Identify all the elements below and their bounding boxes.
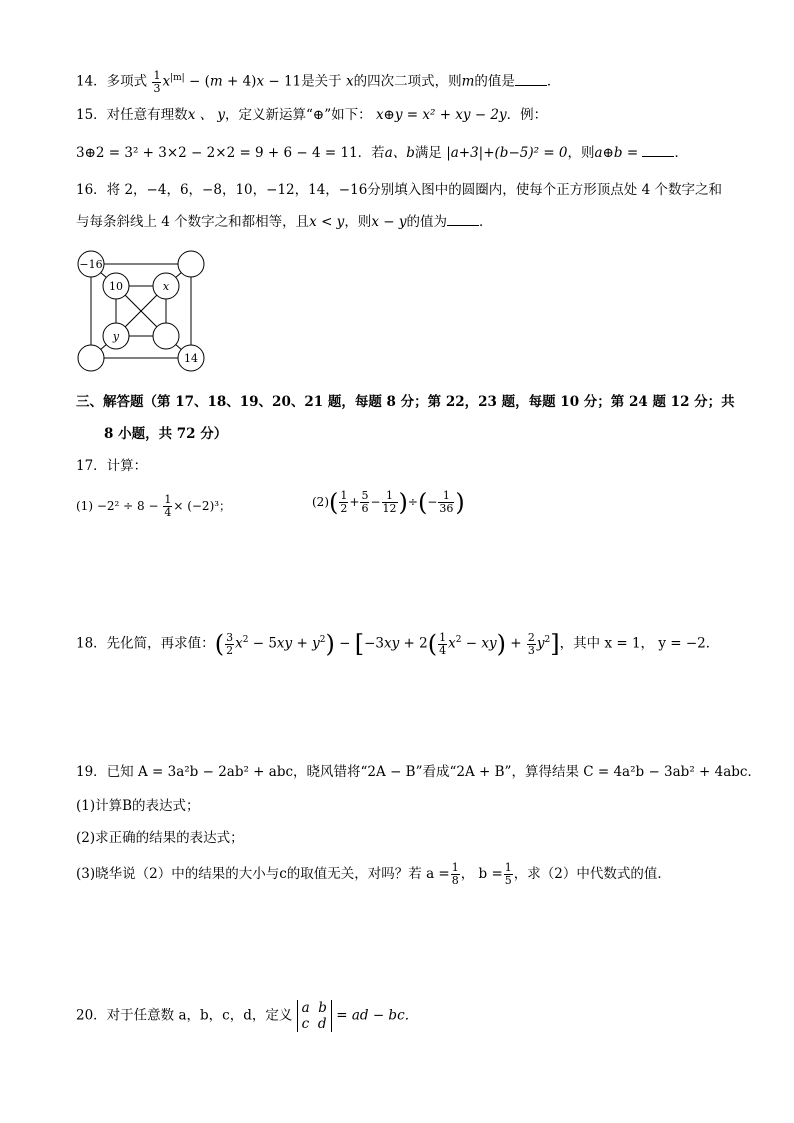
q19-part1: (1)计算B的表达式； (76, 798, 200, 814)
q18-line: 18．先化简，再求值：( $\frac{3}{2}$ $x^2 - 5xy + y^2) - [-3xy + 2$( $\frac{1}{4}$ $x^2 - xy$) + $\frac{2}{3}$ $y^2$]，其中 x = 1， y = −2． (76, 630, 720, 658)
q15-line2: 3⊕2 = 3² + 3×2 − 2×2 = 9 + 6 − 4 = 11．若a、b满足 |a+3|+(b−5)² = 0，则a⊕b = ． (76, 145, 688, 161)
label-inner-bl: y (112, 330, 120, 343)
square-circle-figure (74, 248, 208, 374)
answer-blank[interactable] (642, 144, 674, 157)
section3-title: 三、解答题（第 17、18、19、20、21 题，每题 8 分；第 22，23 题，每题 10 分；第 24 题 12 分；共 (76, 394, 735, 410)
q16-line1: 16．将 2，−4，6，−8，10，−12，14，−16分别填入图中的圆圈内，使每个正方形顶点处 4 个数字之和 (76, 182, 722, 198)
section3-title-cont: 8 小题，共 72 分） (104, 426, 228, 442)
q17-label: 17．计算： (76, 458, 148, 474)
circle-inner-br (153, 323, 179, 349)
label-outer-tl: −16 (79, 258, 103, 271)
q19-part3: (3)晓华说（2）中的结果的大小与c的取值无关，对吗？若 a = $\frac{1}{8}$ ， b = $\frac{1}{5}$ ，求（2）中代数式的值． (76, 861, 671, 887)
label-outer-br: 14 (184, 352, 198, 365)
q15-line1: 15．对任意有理数x 、 y，定义新运算“⊕”如下： x⊕y = x² + xy − 2y．例： (76, 107, 548, 123)
label-inner-tl: 10 (109, 280, 123, 293)
circle-outer-tr (178, 251, 204, 277)
q17-part1: (1) −2² ÷ 8 − $\frac{1}{4}$ × (−2)³； (76, 493, 232, 519)
label-inner-tr: x (162, 280, 170, 293)
answer-blank[interactable] (515, 73, 547, 86)
q17-part2: (2)( $\frac{1}{2}$ + $\frac{5}{6}$ − $\frac{1}{12}$ )÷(− $\frac{1}{36}$ ) (312, 488, 465, 517)
q19-line1: 19．已知 A = 3a²b − 2ab² + abc，晓风错将“2A − B”看成“2A + B”，算得结果 C = 4a²b − 3ab² + 4abc． (76, 764, 761, 780)
answer-blank[interactable] (447, 213, 479, 226)
q14-number: 14．多项式 (76, 73, 148, 90)
q19-part2: (2)求正确的结果的表达式； (76, 830, 244, 846)
q16-line2: 与每条斜线上 4 个数字之和都相等，且x < y，则x − y的值为 ． (76, 214, 493, 230)
determinant: a b c d (297, 1000, 332, 1032)
q20-line: 20．对于任意数 a，b，c，d，定义 a b c d = ad − bc． (76, 1000, 419, 1032)
q14-line: 14．多项式 $\frac{1}{3}$ $x^{|m|} - (m + 4)x - 11$是关于 x的四次二项式，则m的值是 ． (76, 68, 561, 95)
circle-outer-bl (78, 345, 104, 371)
fraction-one-third: $\frac{1}{3}$ (153, 68, 161, 95)
